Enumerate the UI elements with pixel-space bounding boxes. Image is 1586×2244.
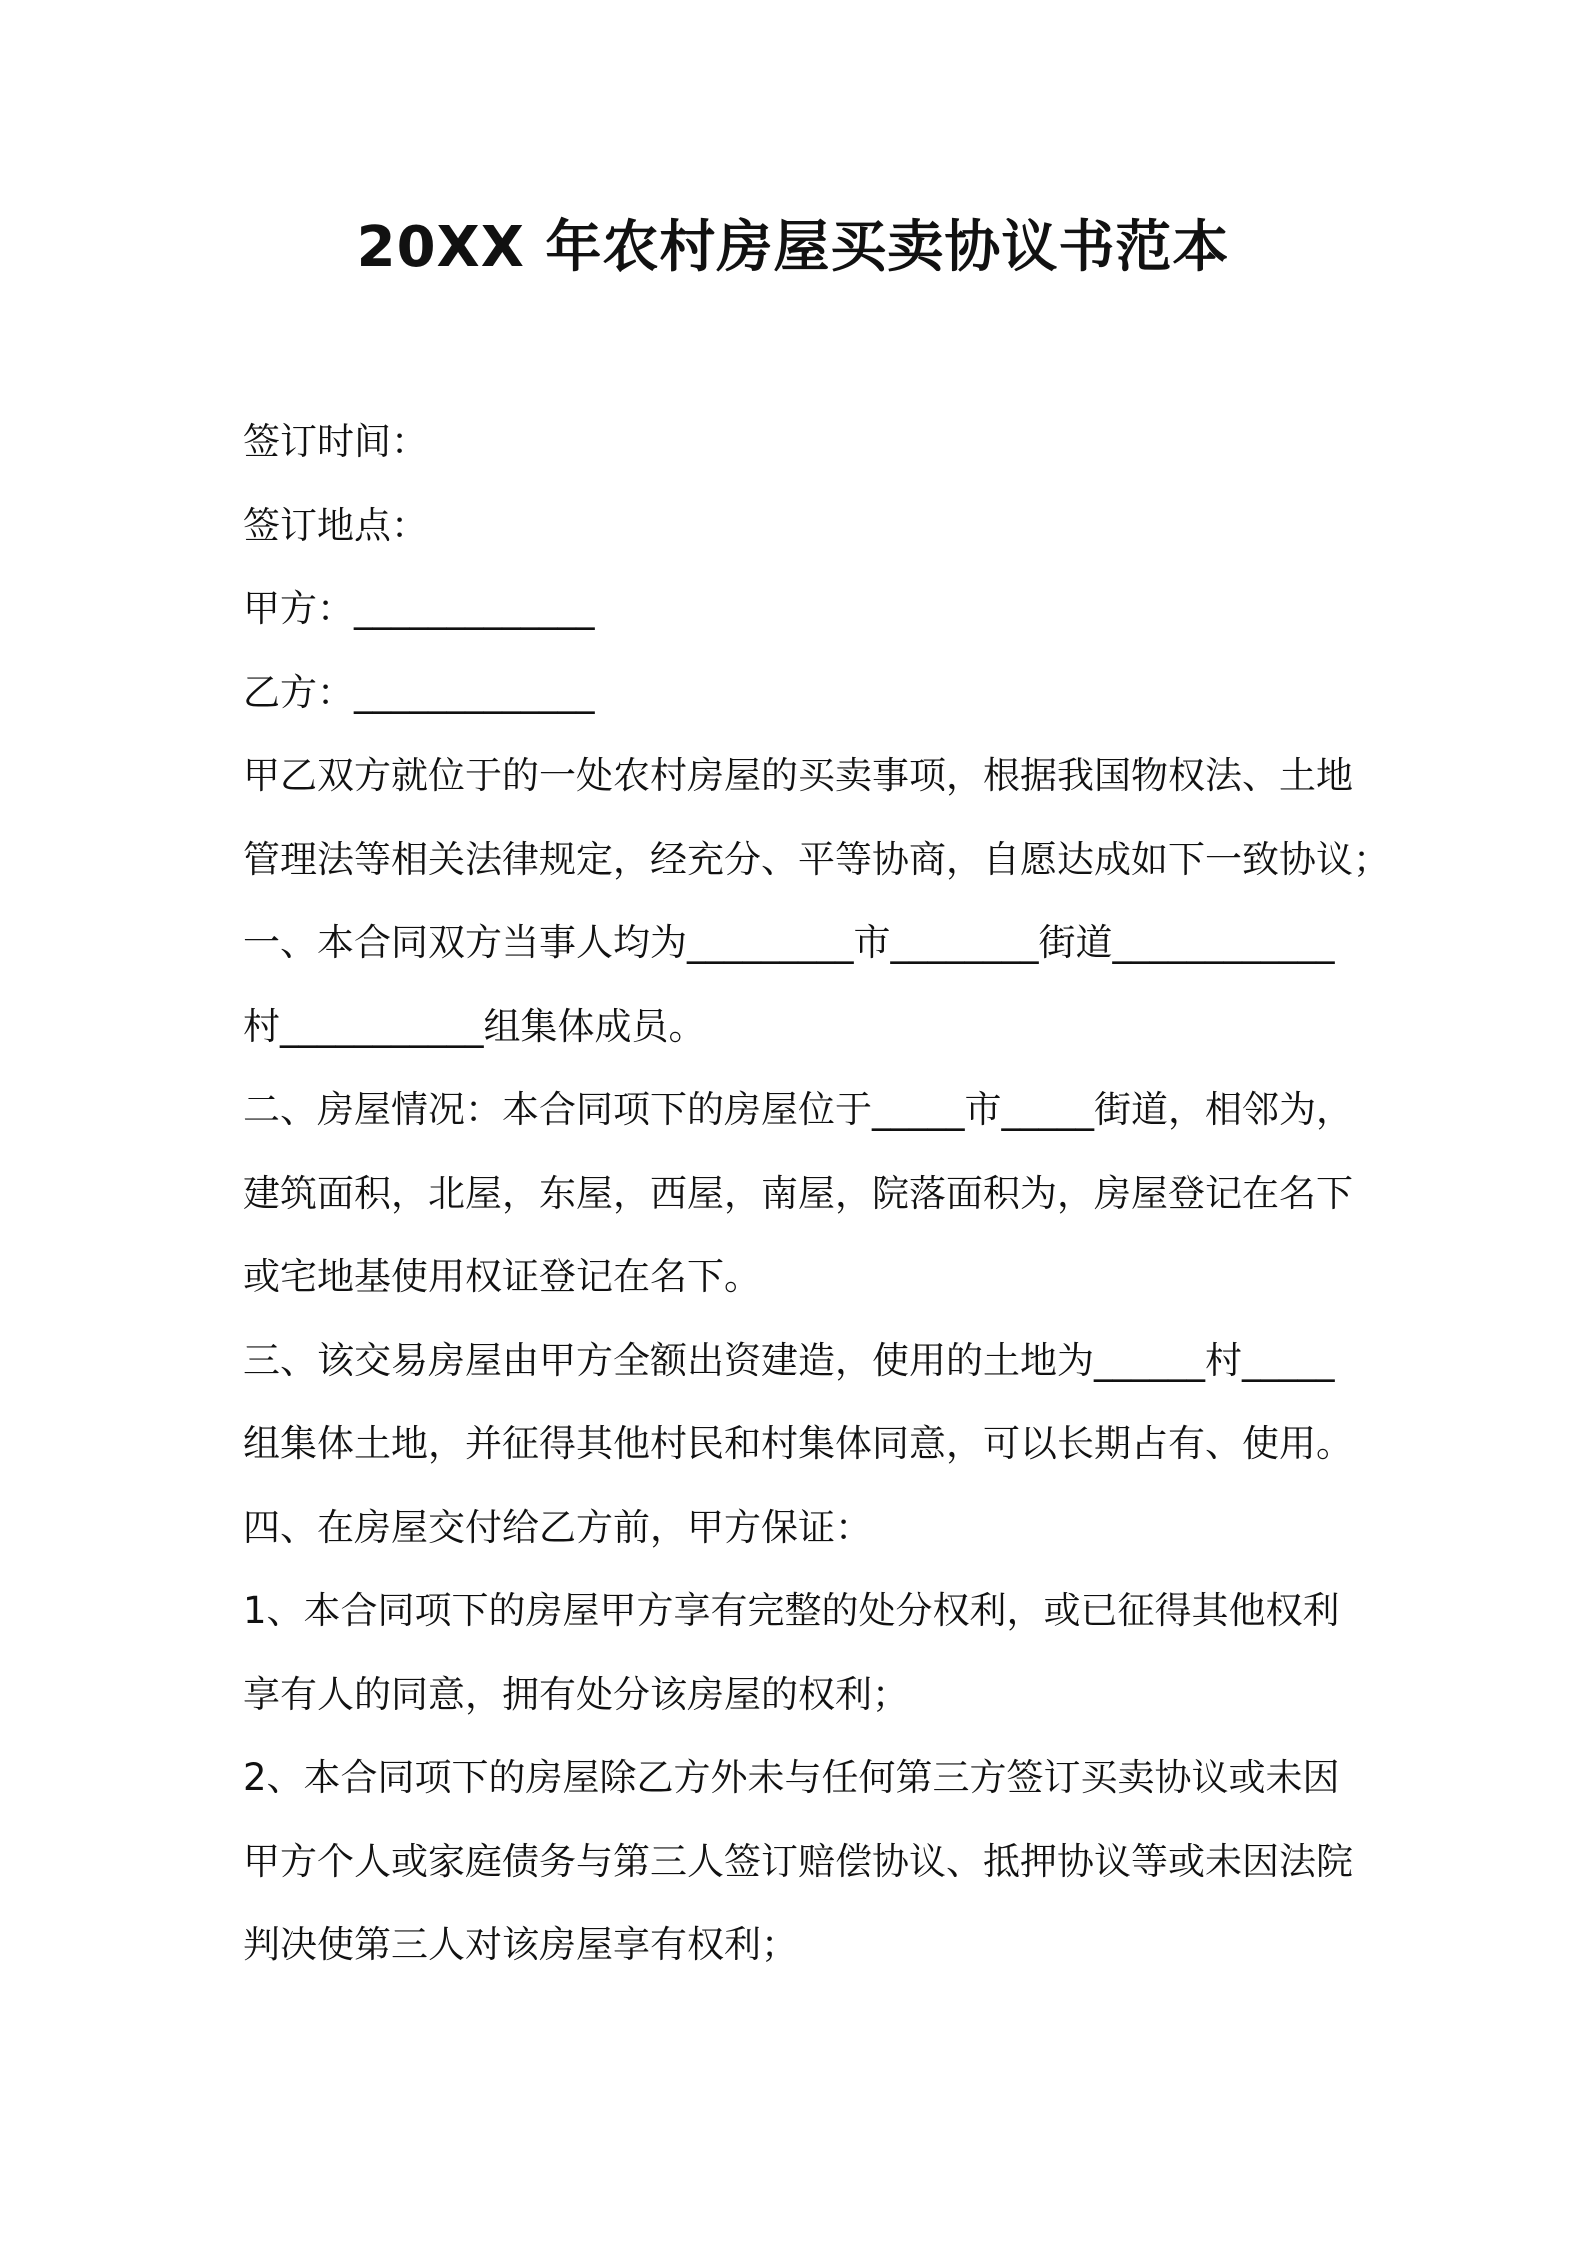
clause-3-line: 三、该交易房屋由甲方全额出资建造，使用的土地为______村_____ <box>243 1338 1335 1382</box>
party-b-line: 乙方：_____________ <box>243 670 595 714</box>
clause-4-item-2-line: 判决使第三人对该房屋享有权利； <box>243 1923 798 1966</box>
clause-3-line: 组集体土地，并征得其他村民和村集体同意，可以长期占有、使用。 <box>243 1422 1353 1465</box>
clause-1-line: 村___________组集体成员。 <box>243 1004 706 1048</box>
preamble-line: 甲乙双方就位于的一处农村房屋的买卖事项，根据我国物权法、土地 <box>243 754 1353 797</box>
clause-1-line: 一、本合同双方当事人均为_________市________街道____________ <box>243 921 1335 964</box>
signing-place-line: 签订地点： <box>243 503 428 547</box>
clause-2-line: 建筑面积，北屋，东屋，西屋，南屋，院落面积为，房屋登记在名下 <box>243 1171 1353 1215</box>
document-title: 20XX 年农村房屋买卖协议书范本 <box>356 215 1230 280</box>
clause-4-item-1-line: 享有人的同意，拥有处分该房屋的权利； <box>243 1672 909 1716</box>
preamble-line: 管理法等相关法律规定，经充分、平等协商，自愿达成如下一致协议； <box>243 837 1390 881</box>
clause-4-line: 四、在房屋交付给乙方前，甲方保证： <box>243 1505 872 1549</box>
clause-4-item-2-line: 甲方个人或家庭债务与第三人签订赔偿协议、抵押协议等或未因法院 <box>243 1839 1353 1883</box>
clause-2-line: 二、房屋情况：本合同项下的房屋位于_____市_____街道，相邻为， <box>243 1088 1353 1131</box>
clause-4-item-1-line: 1、本合同项下的房屋甲方享有完整的处分权利，或已征得其他权利 <box>243 1589 1340 1632</box>
document-body <box>243 400 1390 1987</box>
party-a-line: 甲方：_____________ <box>243 587 595 630</box>
clause-4-item-2-line: 2、本合同项下的房屋除乙方外未与任何第三方签订买卖协议或未因 <box>243 1756 1340 1799</box>
clause-2-line: 或宅地基使用权证登记在名下。 <box>243 1255 761 1298</box>
signing-time-line: 签订时间： <box>243 420 428 463</box>
